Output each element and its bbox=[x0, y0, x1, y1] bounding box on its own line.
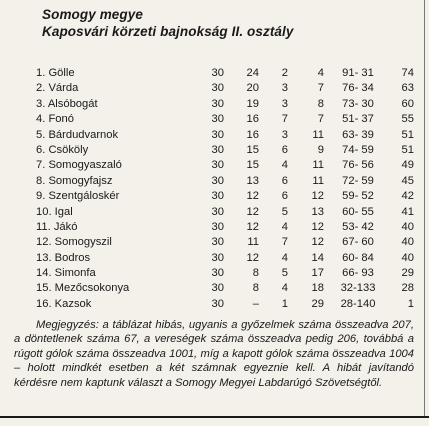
won-cell: 13 bbox=[246, 174, 259, 187]
played-cell: 30 bbox=[211, 143, 224, 156]
points-cell: 42 bbox=[401, 190, 414, 203]
team-name: 2. Várda bbox=[36, 82, 79, 95]
played-cell: 30 bbox=[211, 236, 224, 249]
played-cell: 30 bbox=[211, 267, 224, 280]
lost-cell: 7 bbox=[317, 82, 324, 95]
team-name: 5. Bárdudvarnok bbox=[36, 128, 119, 141]
bottom-rule bbox=[0, 416, 429, 418]
drawn-cell: 2 bbox=[281, 67, 288, 79]
goals-cell: 91- 31 bbox=[342, 67, 374, 79]
won-cell: 16 bbox=[246, 113, 259, 126]
goals-cell: 60- 84 bbox=[342, 251, 374, 264]
drawn-cell: 4 bbox=[281, 220, 288, 233]
points-cell: 40 bbox=[401, 236, 414, 249]
page-subtitle: Kaposvári körzeti bajnokság II. osztály bbox=[42, 24, 294, 39]
points-cell: 29 bbox=[401, 267, 414, 280]
right-rule bbox=[424, 0, 425, 418]
lost-cell: 12 bbox=[311, 236, 324, 249]
points-cell: 40 bbox=[401, 220, 414, 233]
played-cell: 30 bbox=[211, 282, 224, 295]
drawn-cell: 4 bbox=[281, 159, 288, 172]
goals-cell: 28-140 bbox=[340, 297, 376, 310]
won-cell: 15 bbox=[246, 159, 259, 172]
drawn-cell: 5 bbox=[281, 267, 288, 280]
played-cell: 30 bbox=[211, 113, 224, 126]
goals-cell: 63- 39 bbox=[342, 128, 374, 141]
points-cell: 51 bbox=[401, 143, 414, 156]
won-cell: 12 bbox=[246, 220, 259, 233]
points-cell: 49 bbox=[401, 159, 414, 172]
played-cell: 30 bbox=[211, 251, 224, 264]
goals-cell: 76- 56 bbox=[342, 159, 374, 172]
lost-cell: 7 bbox=[317, 113, 324, 126]
played-cell: 30 bbox=[211, 97, 224, 110]
goals-cell: 73- 30 bbox=[342, 97, 374, 110]
played-cell: 30 bbox=[211, 82, 224, 95]
lost-cell: 14 bbox=[311, 251, 324, 264]
drawn-cell: 7 bbox=[281, 113, 288, 126]
lost-cell: 11 bbox=[312, 128, 324, 141]
lost-cell: 4 bbox=[317, 67, 324, 79]
lost-cell: 29 bbox=[311, 297, 324, 310]
points-cell: 41 bbox=[401, 205, 414, 218]
lost-cell: 12 bbox=[311, 190, 324, 203]
team-name: 7. Somogyaszaló bbox=[36, 159, 122, 172]
played-cell: 30 bbox=[211, 220, 224, 233]
drawn-cell: 4 bbox=[281, 282, 288, 295]
drawn-cell: 7 bbox=[281, 236, 288, 249]
lost-cell: 17 bbox=[311, 267, 324, 280]
won-cell: 19 bbox=[246, 97, 259, 110]
won-cell: 20 bbox=[246, 82, 259, 95]
lost-cell: 18 bbox=[311, 282, 324, 295]
goals-cell: 76- 34 bbox=[342, 82, 374, 95]
team-name: 4. Fonó bbox=[36, 113, 74, 126]
team-name: 12. Somogyszil bbox=[36, 236, 112, 249]
team-name: 3. Alsóbogát bbox=[36, 97, 98, 110]
drawn-cell: 4 bbox=[281, 251, 288, 264]
team-name: 15. Mezőcsokonya bbox=[36, 282, 130, 295]
drawn-cell: 6 bbox=[281, 143, 288, 156]
drawn-cell: 6 bbox=[281, 190, 288, 203]
lost-cell: 12 bbox=[311, 220, 324, 233]
played-cell: 30 bbox=[211, 128, 224, 141]
goals-cell: 72- 59 bbox=[342, 174, 374, 187]
drawn-cell: 3 bbox=[281, 82, 288, 95]
played-cell: 30 bbox=[211, 159, 224, 172]
drawn-cell: 3 bbox=[281, 128, 288, 141]
team-name: 9. Szentgáloskér bbox=[36, 190, 120, 203]
won-cell: 8 bbox=[252, 282, 259, 295]
goals-cell: 51- 37 bbox=[342, 113, 374, 126]
played-cell: 30 bbox=[211, 190, 224, 203]
points-cell: 1 bbox=[407, 297, 414, 310]
won-cell: 12 bbox=[246, 205, 259, 218]
lost-cell: 9 bbox=[317, 143, 324, 156]
team-name: 13. Bodros bbox=[36, 251, 91, 264]
footnote: Megjegyzés: a táblázat hibás, ugyanis a győzelmek száma összeadva 207, a döntetlenek száma 67, a vereségek száma összeadva pedig 206, továbbá a rúgott gólok száma összeadva 1001, míg a kapott gólok száma összeadva 1004 – holott mindkét esetben a két számnak egyeznie kell. A hibát javítandó kérdésre nem kaptunk választ a Somogy Megyei Labdarúgó Szövetségtől. bbox=[14, 319, 414, 389]
points-cell: 63 bbox=[401, 82, 414, 95]
points-cell: 60 bbox=[401, 97, 414, 110]
team-name: 16. Kazsok bbox=[36, 297, 92, 310]
won-cell: 12 bbox=[246, 190, 259, 203]
team-name: 14. Simonfa bbox=[36, 267, 96, 280]
goals-cell: 53- 42 bbox=[342, 220, 374, 233]
played-cell: 30 bbox=[211, 297, 224, 310]
team-name: 8. Somogyfajsz bbox=[36, 174, 113, 187]
drawn-cell: 3 bbox=[281, 97, 288, 110]
played-cell: 30 bbox=[211, 174, 224, 187]
won-cell: 12 bbox=[246, 251, 259, 264]
points-cell: 51 bbox=[401, 128, 414, 141]
points-cell: 28 bbox=[401, 282, 414, 295]
team-name: 11. Jákó bbox=[36, 220, 78, 233]
goals-cell: 74- 59 bbox=[342, 143, 374, 156]
points-cell: 55 bbox=[401, 113, 414, 126]
drawn-cell: 1 bbox=[281, 297, 288, 310]
team-name: 1. Gölle bbox=[36, 67, 75, 79]
goals-cell: 32-133 bbox=[340, 282, 376, 295]
won-cell: – bbox=[252, 297, 259, 310]
won-cell: 16 bbox=[246, 128, 259, 141]
won-cell: 8 bbox=[252, 267, 259, 280]
points-cell: 45 bbox=[401, 174, 414, 187]
lost-cell: 13 bbox=[311, 205, 324, 218]
points-cell: 40 bbox=[401, 251, 414, 264]
played-cell: 30 bbox=[211, 67, 224, 79]
goals-cell: 60- 55 bbox=[342, 205, 374, 218]
lost-cell: 11 bbox=[312, 174, 324, 187]
goals-cell: 67- 60 bbox=[342, 236, 374, 249]
page-title: Somogy megye bbox=[42, 7, 143, 22]
goals-cell: 66- 93 bbox=[342, 267, 374, 280]
lost-cell: 11 bbox=[312, 159, 324, 172]
won-cell: 11 bbox=[247, 236, 259, 249]
team-name: 6. Csököly bbox=[36, 143, 89, 156]
lost-cell: 8 bbox=[317, 97, 324, 110]
played-cell: 30 bbox=[211, 205, 224, 218]
team-name: 10. Igal bbox=[36, 205, 73, 218]
drawn-cell: 5 bbox=[281, 205, 288, 218]
won-cell: 15 bbox=[246, 143, 259, 156]
header bbox=[42, 6, 293, 40]
goals-cell: 59- 52 bbox=[342, 190, 374, 203]
points-cell: 74 bbox=[401, 67, 414, 79]
drawn-cell: 6 bbox=[281, 174, 288, 187]
won-cell: 24 bbox=[246, 67, 259, 79]
